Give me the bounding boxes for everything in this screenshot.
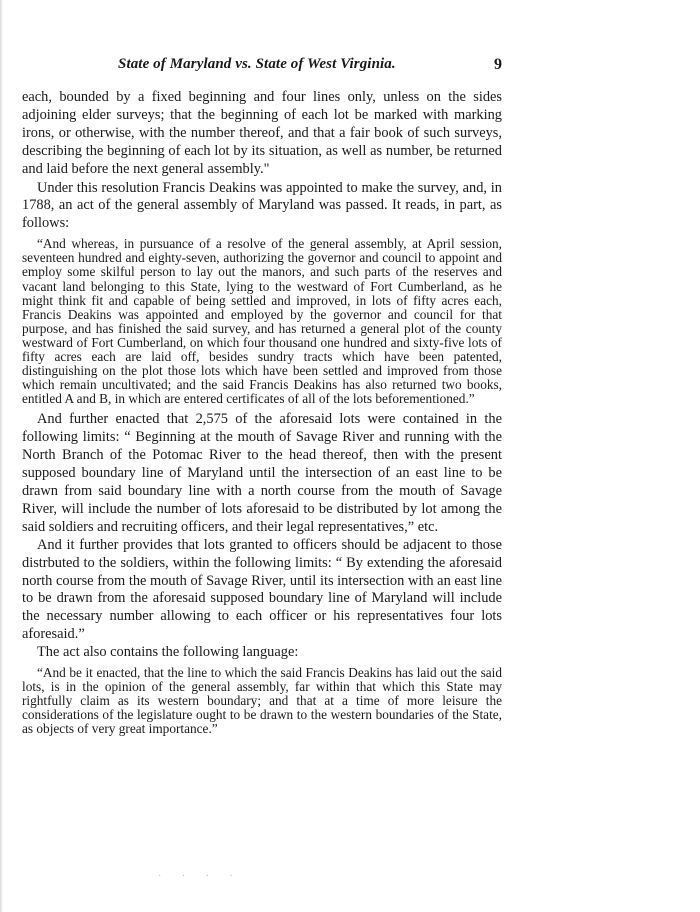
paragraph-officers-lots: And it further provides that lots granted to officers should be adjacent to those distrbuted to the soldiers, within the following limits: “ By extending the aforesaid north course from the mouth of Savage River, until its intersection with an east line to be drawn from the aforesaid supposed boundary line of Maryland will include the necessary number allowing to each officer or his representatives four lots aforesaid.” [22,536,502,643]
block-quote-act-1788: “And whereas, in pursuance of a resolve of the general assembly, at April session, seventeen hundred and eighty-seven, authorizing the governor and council to appoint and employ some skilful person to lay out the manors, and such parts of the reserves and vacant land belonging to this State, lying to the westward of Fort Cumberland, as he might think fit and capable of being settled and improved, in lots of fifty acres each, Francis Deakins was appointed and employed by the governor and council for that purpose, and has finished the said survey, and has returned a general plot of the county westward of Fort Cumberland, on which four thousand one hundred and sixty-five lots of fifty acres each are laid off, besides sundry tracts which have been patented, distinguishing on the plot those lots which have been settled and improved from those which remain uncultivated; and the said Francis Deakins has also returned two books, entitled A and B, in which are entered certificates of all of the lots beforementioned.” [22,236,502,407]
paragraph-deakins-appointment: Under this resolution Francis Deakins was appointed to make the survey, and, in 1788, an act of the general assembly of Maryland was passed. It reads, in part, as follows: [22,179,502,232]
page-number: 9 [494,56,502,73]
running-title: State of Maryland vs. State of West Virginia. [118,56,396,72]
paragraph-act-language: The act also contains the following language: [37,644,299,661]
page-header [22,56,502,78]
paragraph-lots-limits: And further enacted that 2,575 of the aforesaid lots were contained in the following limits: “ Beginning at the mouth of Savage River and running with the North Branch of the Potomac River to the head thereof, then with the present supposed boundary line of Maryland until the intersection of an east line to be drawn from said boundary line with a north course from the mouth of Savage River, will include the number of lots aforesaid to be distributed by lot among the said soldiers and recruiting officers, and their legal representatives,” etc. [22,411,502,535]
bleed-through-marks: · · · · [158,871,242,882]
block-quote-western-boundary: “And be it enacted, that the line to which the said Francis Deakins has laid out the said lots, is in the opinion of the general assembly, far within that which this State may rightfully claim as its western boundary; and that at a time of more leisure the considerations of the legislature ought to be drawn to the western boundaries of the State, as objects of very great importance.” [22,665,502,737]
paragraph-continuation: each, bounded by a fixed beginning and four lines only, unless on the sides adjoining elder surveys; that the beginning of each lot be marked with marking irons, or otherwise, with the number thereof, and that a fair book of such surveys, describing the beginning of each lot by its situation, as well as number, be returned and laid before the next general assembly." [22,89,502,177]
body-text [22,89,502,742]
page-edge-shadow [0,0,3,912]
